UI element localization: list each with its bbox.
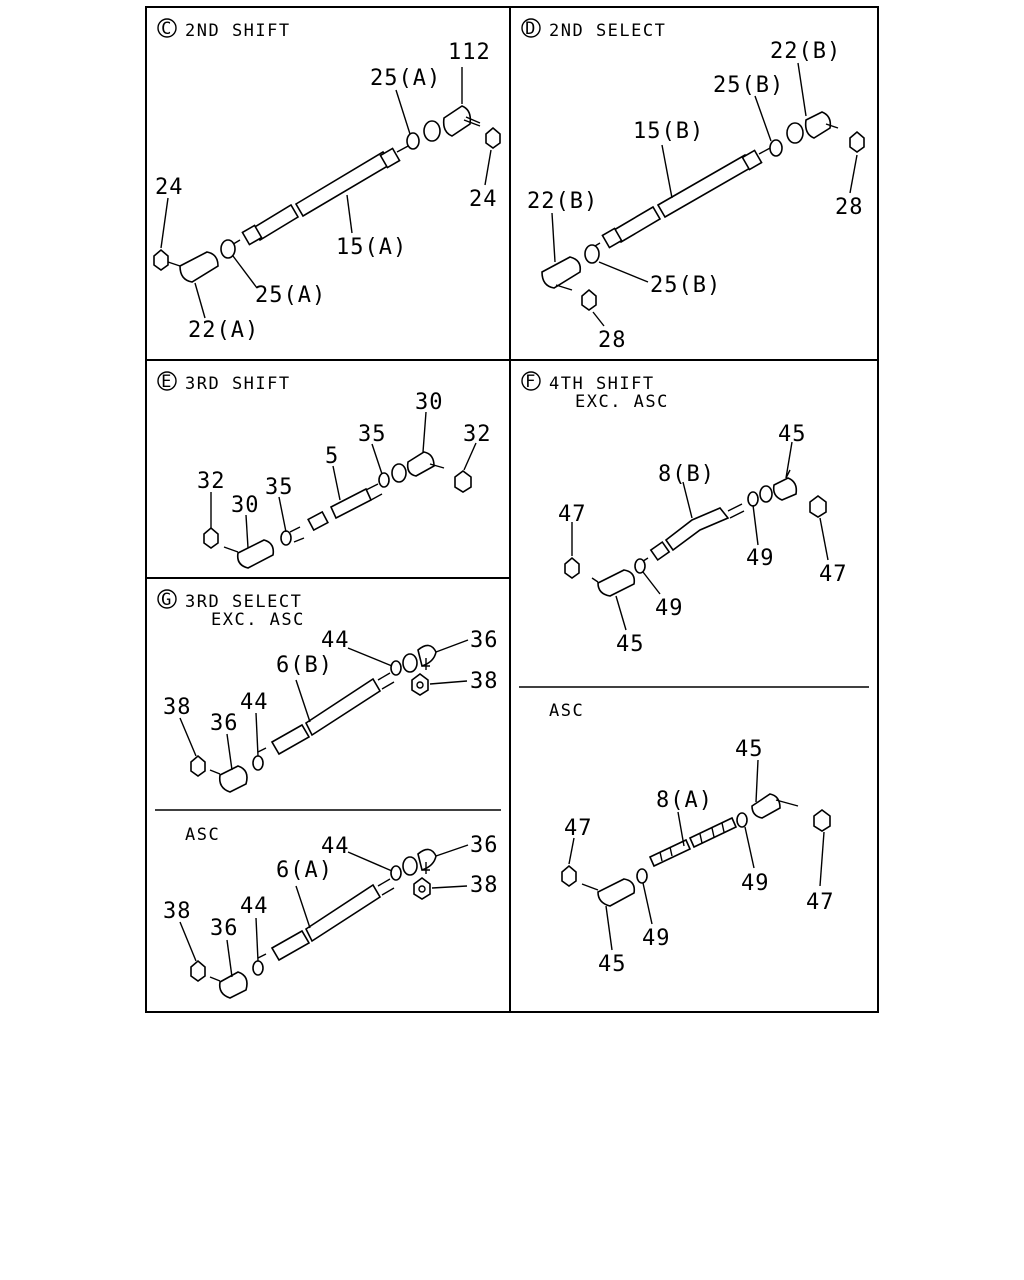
- leader-49-asc-bottom: [643, 883, 652, 924]
- panel-f-asc-title: ASC: [549, 701, 585, 721]
- leader-6a: [296, 886, 310, 928]
- label-15b: 15(B): [633, 119, 705, 144]
- leader-32-right: [464, 443, 476, 470]
- label-32-right: 32: [463, 422, 492, 447]
- shift-rod-5: [290, 484, 382, 542]
- joint-36-right: [391, 645, 436, 675]
- panel-g-asc-title: ASC: [185, 825, 221, 845]
- nut-38-asc-left: [191, 961, 205, 981]
- label-6b: 6(B): [276, 653, 333, 678]
- nut-28-right: [850, 132, 864, 152]
- leader-45-asc-top: [756, 760, 758, 802]
- label-45-top: 45: [778, 422, 807, 447]
- leader-22a: [195, 283, 205, 318]
- panel-f-title: 4TH SHIFT: [549, 374, 655, 394]
- leader-22b-top: [798, 63, 806, 116]
- label-38-left: 38: [163, 695, 192, 720]
- nut-38-right: [412, 674, 428, 695]
- leader-8a: [678, 812, 684, 846]
- label-22b-left: 22(B): [527, 189, 599, 214]
- label-35-left: 35: [265, 475, 294, 500]
- panel-g-asc: [163, 825, 499, 998]
- leader-24-right: [485, 150, 491, 185]
- label-30-top: 30: [415, 390, 444, 415]
- label-30-left: 30: [231, 493, 260, 518]
- nut-28-bottom: [582, 290, 596, 310]
- label-44-asc-left: 44: [240, 894, 269, 919]
- label-25a-top: 25(A): [370, 66, 442, 91]
- label-112: 112: [448, 40, 491, 65]
- panel-f-4th-shift: [522, 372, 848, 657]
- joint-30-left: [224, 531, 291, 568]
- panel-f-subtitle: EXC. ASC: [575, 392, 669, 412]
- nut-24-right: [486, 128, 500, 148]
- nut-32-left: [204, 528, 218, 548]
- leader-25b-bottom: [599, 262, 648, 282]
- leader-47-asc-left: [569, 838, 574, 864]
- label-22b-top: 22(B): [770, 39, 842, 64]
- leader-35-left: [279, 497, 286, 532]
- section-letter-e: E: [161, 372, 173, 392]
- leader-44-left: [256, 713, 258, 756]
- shift-rod-8b: [640, 504, 744, 563]
- label-49-asc-bottom: 49: [642, 926, 671, 951]
- shift-rod-8a: [650, 818, 736, 866]
- label-24-right: 24: [469, 187, 498, 212]
- label-36-asc-left: 36: [210, 916, 239, 941]
- leader-30-top: [423, 412, 426, 452]
- joint-45-asc-bottom: [582, 869, 647, 906]
- panel-f-asc: [549, 701, 835, 977]
- joint-36-asc-right: [391, 849, 436, 880]
- leader-22b-left: [552, 213, 555, 262]
- panel-c-title: 2ND SHIFT: [185, 21, 291, 41]
- label-15a: 15(A): [336, 235, 408, 260]
- joint-22b-right: [770, 112, 838, 156]
- label-35-top: 35: [358, 422, 387, 447]
- leader-49-right: [753, 505, 758, 545]
- label-49-right: 49: [746, 546, 775, 571]
- leader-45-asc-bottom: [606, 906, 612, 950]
- leader-36-asc-right: [436, 845, 468, 856]
- label-25b-top: 25(B): [713, 73, 785, 98]
- leader-36-right: [436, 640, 468, 652]
- panel-d-2nd-select: [522, 19, 864, 353]
- shift-rod-6a: [258, 879, 394, 960]
- leader-25a-bottom: [233, 256, 257, 288]
- joint-45-top: [748, 470, 796, 506]
- label-45-bottom: 45: [616, 632, 645, 657]
- nut-38-left: [191, 756, 205, 776]
- nut-47-asc-left: [562, 866, 576, 886]
- leader-38-right: [430, 681, 467, 684]
- label-36-left: 36: [210, 711, 239, 736]
- section-letter-c: C: [161, 19, 173, 39]
- leader-8b: [683, 482, 692, 518]
- section-letter-g: G: [161, 590, 173, 610]
- leader-28-right: [850, 155, 857, 193]
- panel-g-subtitle: EXC. ASC: [211, 610, 305, 630]
- label-49-bottom: 49: [655, 596, 684, 621]
- label-38-asc-right: 38: [470, 873, 499, 898]
- label-25a-bottom: 25(A): [255, 283, 327, 308]
- label-45-asc-bottom: 45: [598, 952, 627, 977]
- joint-45-asc-top: [737, 794, 798, 827]
- panel-g-title: 3RD SELECT: [185, 592, 303, 612]
- leader-30-left: [246, 515, 248, 548]
- section-letter-f: F: [525, 372, 537, 392]
- label-44-top: 44: [321, 628, 350, 653]
- label-36-asc-right: 36: [470, 833, 499, 858]
- label-6a: 6(A): [276, 858, 333, 883]
- shift-rod-15b: [590, 147, 772, 249]
- leader-38-asc-left: [180, 922, 196, 961]
- label-47-asc-left: 47: [564, 816, 593, 841]
- label-28-right: 28: [835, 195, 864, 220]
- label-38-right: 38: [470, 669, 499, 694]
- nut-47-asc-right: [814, 810, 830, 831]
- joint-36-left: [210, 756, 263, 792]
- leader-15a: [347, 195, 352, 233]
- shift-rod-15a: [230, 145, 410, 246]
- label-24-left: 24: [155, 175, 184, 200]
- panel-e-3rd-shift: [158, 372, 492, 568]
- label-5: 5: [325, 444, 340, 469]
- label-44-left: 44: [240, 690, 269, 715]
- joint-36-asc-left: [210, 961, 263, 998]
- leader-25b-top: [755, 96, 771, 141]
- joint-112: [407, 106, 480, 149]
- panel-g-3rd-select: [158, 590, 499, 792]
- label-8a: 8(A): [656, 788, 713, 813]
- label-47-right: 47: [819, 562, 848, 587]
- label-25b-bottom: 25(B): [650, 273, 722, 298]
- leader-36-asc-left: [227, 940, 232, 977]
- leader-24-left: [161, 198, 168, 248]
- label-49-asc-right: 49: [741, 871, 770, 896]
- nut-32-right: [455, 471, 471, 492]
- nut-24-left: [154, 250, 168, 270]
- joint-22b-left: [542, 245, 599, 290]
- leader-15b: [662, 145, 672, 198]
- shift-rod-6b: [258, 673, 394, 754]
- panel-e-title: 3RD SHIFT: [185, 374, 291, 394]
- joint-45-bottom: [592, 559, 645, 596]
- label-47-asc-right: 47: [806, 890, 835, 915]
- leader-28-bottom: [593, 312, 604, 326]
- label-44-asc-top: 44: [321, 834, 350, 859]
- label-38-asc-left: 38: [163, 899, 192, 924]
- label-47-left: 47: [558, 502, 587, 527]
- joint-22a: [168, 240, 235, 282]
- leader-36-left: [227, 734, 232, 770]
- section-letter-d: D: [525, 19, 537, 39]
- label-32-left: 32: [197, 469, 226, 494]
- leader-47-asc-right: [820, 832, 824, 886]
- label-8b: 8(B): [658, 462, 715, 487]
- label-45-asc-top: 45: [735, 737, 764, 762]
- leader-45-bottom: [616, 596, 626, 630]
- joint-30-right: [379, 452, 444, 487]
- panel-d-title: 2ND SELECT: [549, 21, 667, 41]
- leader-38-asc-right: [432, 886, 467, 888]
- leader-44-top: [348, 648, 392, 666]
- label-28-bottom: 28: [598, 328, 627, 353]
- nut-38-asc-right: [414, 878, 430, 899]
- leader-49-bottom: [643, 572, 660, 594]
- panel-c-2nd-shift: [154, 19, 500, 343]
- leader-44-asc-top: [348, 852, 392, 871]
- leader-49-asc-right: [745, 827, 754, 868]
- leader-38-left: [180, 718, 196, 756]
- leader-25a-top: [396, 90, 410, 134]
- leader-47-right: [820, 518, 828, 560]
- leader-44-asc-left: [256, 918, 258, 961]
- label-22a: 22(A): [188, 318, 260, 343]
- nut-47-right: [810, 496, 826, 517]
- leader-35-top: [372, 444, 382, 474]
- label-36-right: 36: [470, 628, 499, 653]
- nut-47-left: [565, 558, 579, 578]
- leader-6b: [296, 680, 310, 722]
- leader-5: [333, 466, 340, 500]
